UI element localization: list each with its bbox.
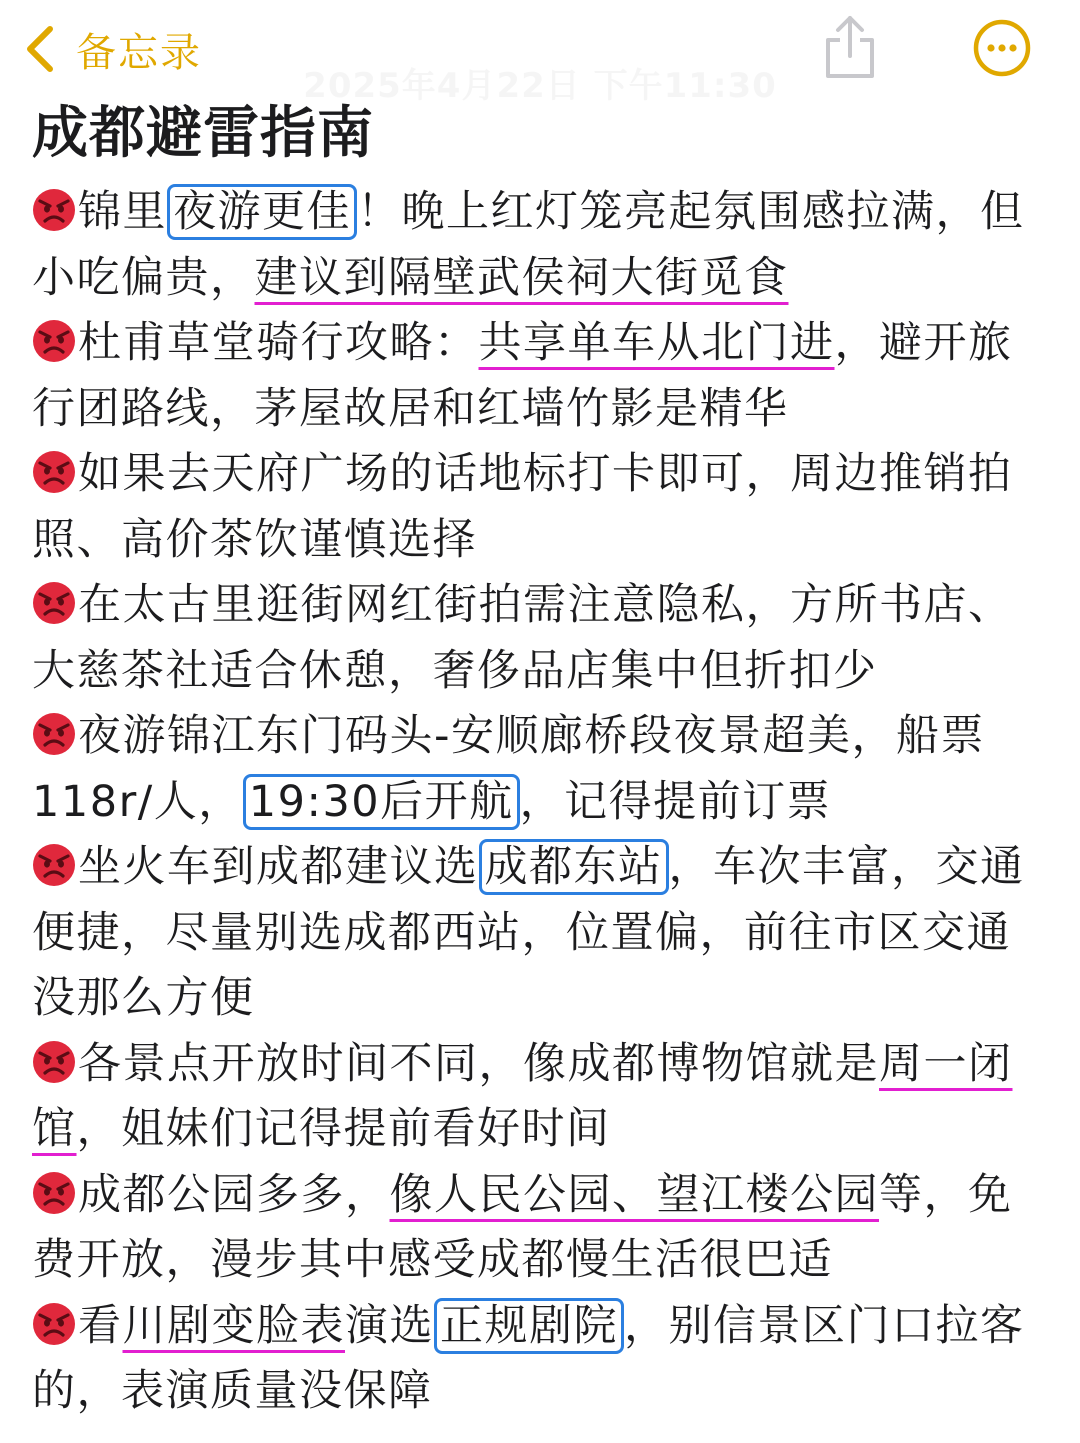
share-icon[interactable] [822,12,878,82]
boxed-highlight: 19:30后开航 [243,774,520,830]
tip-text: ，记得提前订票 [519,776,832,827]
list-item [32,835,1052,1032]
boxed-highlight: 夜游更佳 [167,184,357,240]
angry-face-icon [32,450,76,494]
boxed-highlight: 正规剧院 [434,1298,624,1354]
list-item [32,573,1052,704]
list-item [32,1163,1052,1294]
tip-text: 看 [78,1300,123,1351]
angry-face-icon [32,1302,76,1346]
tip-text: ，避开旅行团路线，茅屋故居和红墙竹影是精华 [32,318,1013,434]
tip-text: 等，免费开放，漫步其中感受成都慢生活很巴适 [32,1169,1013,1285]
tip-text: 锦里 [78,187,167,237]
list-item [32,1294,1052,1425]
more-icon[interactable] [972,18,1032,78]
tip-text: ，车次丰富，交通便捷，尽量别选成都西站，位置偏，前往市区交通没那么方便 [32,842,1025,1023]
angry-face-icon [32,1171,76,1215]
list-item [32,1032,1052,1163]
tip-text: ！晚上红灯笼亮起氛围感拉满，但小吃偏贵， [32,187,1025,303]
underlined-highlight: 建议到隔壁武侯祠大街觅食 [254,252,789,303]
angry-face-icon [32,188,76,232]
tip-text: 在太古里逛街网红街拍需注意隐私，方所书店、大慈茶社适合休憩，奢侈品店集中但折扣少 [32,580,1013,696]
list-item [32,442,1052,573]
underlined-highlight: 周一闭馆 [32,1038,1013,1154]
note-body[interactable] [32,180,1052,1425]
tip-text: 成都公园多多， [78,1169,390,1220]
angry-face-icon [32,1040,76,1084]
list-item [32,704,1052,835]
note-title: 成都避雷指南 [32,101,374,166]
underlined-highlight: 川剧变脸表 [122,1300,345,1351]
tip-text: 如果去天府广场的话地标打卡即可，周边推销拍照、高价茶饮谨慎选择 [32,449,1013,565]
angry-face-icon [32,319,76,363]
underlined-highlight: 共享单车从北门进 [478,318,835,368]
tip-text: 演选 [345,1300,434,1351]
angry-face-icon [32,581,76,625]
underlined-highlight: 像人民公园、望江楼公园 [389,1169,879,1220]
boxed-highlight: 成都东站 [479,839,669,895]
tip-text: 夜游锦江东门码头-安顺廊桥段夜景超美，船票118r/人， [32,711,986,827]
tip-text: ，别信景区门口拉客的，表演质量没保障 [32,1300,1025,1416]
tip-text: 坐火车到成都建议选 [78,842,479,892]
angry-face-icon [32,843,76,887]
list-item [32,180,1052,311]
tip-text: 杜甫草堂骑行攻略： [78,318,479,368]
navigation-bar [0,0,1080,100]
tip-text: 各景点开放时间不同，像成都博物馆就是 [78,1038,879,1089]
tip-text: ，姐妹们记得提前看好时间 [76,1104,611,1154]
list-item [32,311,1052,442]
back-label: 备忘录 [76,29,202,76]
angry-face-icon [32,712,76,756]
